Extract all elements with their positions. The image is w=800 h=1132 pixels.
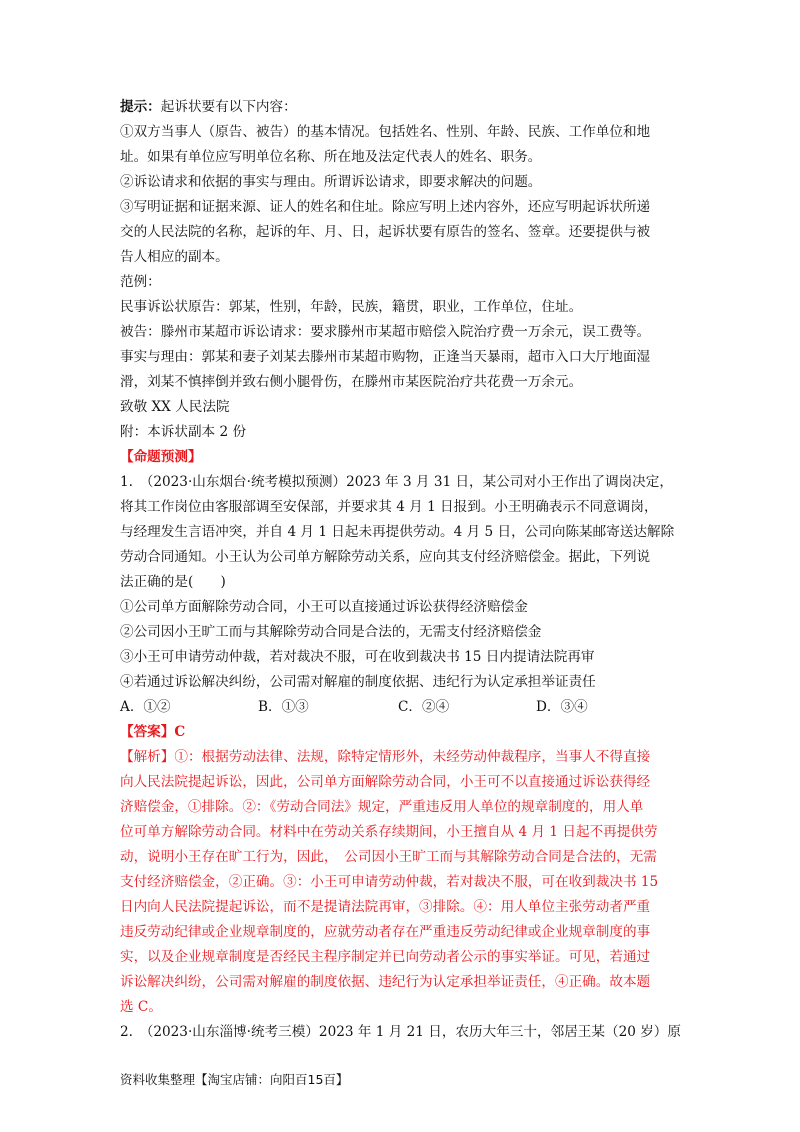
answer: 【答案】C <box>120 724 186 740</box>
analysis-line: 违反劳动纪律或企业规章制度的，应就劳动者存在严重违反劳动纪律或企业规章制度的事 <box>120 924 651 940</box>
example-line: 滑，刘某不慎摔倒并致右侧小腿骨伤，在滕州市某医院治疗共花费一万余元。 <box>120 374 583 390</box>
analysis-line: 实，以及企业规章制度是否经民主程序制定并已向劳动者公示的事实举证。可见，若通过 <box>120 949 651 965</box>
analysis-line: 济赔偿金，①排除。②：《劳动合同法》规定，严重违反用人单位的规章制度的，用人单 <box>120 799 644 815</box>
section-title: 【命题预测】 <box>120 449 202 465</box>
question-line: 2. （2023·山东淄博·统考三模）2023 年 1 月 21 日，农历大年三十，邻居王某（20 岁）原 <box>120 1024 681 1040</box>
statement-line: ②公司因小王旷工而与其解除劳动合同是合法的，无需支付经济赔偿金 <box>120 624 542 640</box>
analysis-line: 支付经济赔偿金，②正确。③：小王可申请劳动仲裁，若对裁决不服，可在收到裁决书 15 <box>120 874 659 890</box>
analysis-line: 动，说明小王存在旷工行为，因此， 公司因小王旷工而与其解除劳动合同是合法的，无需 <box>120 849 657 865</box>
analysis-line: 位可单方解除劳动合同。材料中在劳动关系存续期间，小王擅自从 4 月 1 日起不再提供劳 <box>120 824 658 840</box>
example-line: 被告：滕州市某超市诉讼请求：要求滕州市某超市赔偿入院治疗费一万余元，误工费等。 <box>120 324 651 340</box>
question-line: 与经理发生言语冲突，并自 4 月 1 日起未再提供劳动。4 月 5 日，公司向陈某邮寄送达解除 <box>120 524 675 540</box>
hint-line: 址。如果有单位应写明单位名称、所在地及法定代表人的姓名、职务。 <box>120 149 542 165</box>
hint-line: 告人相应的副本。 <box>120 249 229 265</box>
example-line: 民事诉讼状原告：郭某，性别，年龄，民族，籍贯，职业，工作单位，住址。 <box>120 299 583 315</box>
statement-line: ①公司单方面解除劳动合同，小王可以直接通过诉讼获得经济赔偿金 <box>120 599 528 615</box>
hint-intro: 起诉状要有以下内容： <box>160 99 297 115</box>
hint-line: ②诉讼请求和依据的事实与理由。所谓诉讼请求，即要求解决的问题。 <box>120 174 542 190</box>
option-d: D．③④ <box>536 699 588 715</box>
footer: 资料收集整理【淘宝店铺：向阳百15百】 <box>120 1072 349 1087</box>
example-line: 致敬 XX 人民法院 <box>120 399 230 415</box>
question-line: 1. （2023·山东烟台·统考模拟预测）2023 年 3 月 31 日，某公司对小王作出了调岗决定， <box>120 474 673 490</box>
analysis-line: 诉讼解决纠纷，公司需对解雇的制度依据、违纪行为认定承担举证责任，④正确。故本题 <box>120 974 651 990</box>
hint-heading <box>120 95 297 119</box>
example-line: 范例： <box>120 274 161 290</box>
statement-line: ③小王可申请劳动仲裁，若对裁决不服，可在收到裁决书 15 日内提请法院再审 <box>120 649 595 665</box>
hint-line: ③写明证据和证据来源、证人的姓名和住址。除应写明上述内容外，还应写明起诉状所递 <box>120 199 651 215</box>
analysis-line: 选 C。 <box>120 999 162 1015</box>
hint-label: 提示： <box>120 99 161 115</box>
option-a: A．①② <box>120 699 171 715</box>
analysis-line: 日内向人民法院提起诉讼，而不是提请法院再审，③排除。④：用人单位主张劳动者严重 <box>120 899 651 915</box>
hint-line: ①双方当事人（原告、被告）的基本情况。包括姓名、性别、年龄、民族、工作单位和地 <box>120 124 651 140</box>
analysis-line: 【解析】①：根据劳动法律、法规，除特定情形外，未经劳动仲裁程序，当事人不得直接 <box>120 749 651 765</box>
statement-line: ④若通过诉讼解决纠纷，公司需对解雇的制度依据、违纪行为认定承担举证责任 <box>120 674 596 690</box>
option-c: C．②④ <box>398 699 450 715</box>
option-b: B．①③ <box>258 699 309 715</box>
question-line: 将其工作岗位由客服部调至安保部，并要求其 4 月 1 日报到。小王明确表示不同意调岗， <box>120 499 658 515</box>
example-line: 附：本诉状副本 2 份 <box>120 424 247 440</box>
question-line: 劳动合同通知。小王认为公司单方解除劳动关系，应向其支付经济赔偿金。据此，下列说 <box>120 549 651 565</box>
hint-line: 交的人民法院的名称，起诉的年、月、日，起诉状要有原告的签名、签章。还要提供与被 <box>120 224 651 240</box>
question-line: 法正确的是( ) <box>120 574 226 590</box>
example-line: 事实与理由：郭某和妻子刘某去滕州市某超市购物，正逢当天暴雨，超市入口大厅地面湿 <box>120 349 651 365</box>
analysis-line: 向人民法院提起诉讼，因此，公司单方面解除劳动合同，小王可不以直接通过诉讼获得经 <box>120 774 651 790</box>
